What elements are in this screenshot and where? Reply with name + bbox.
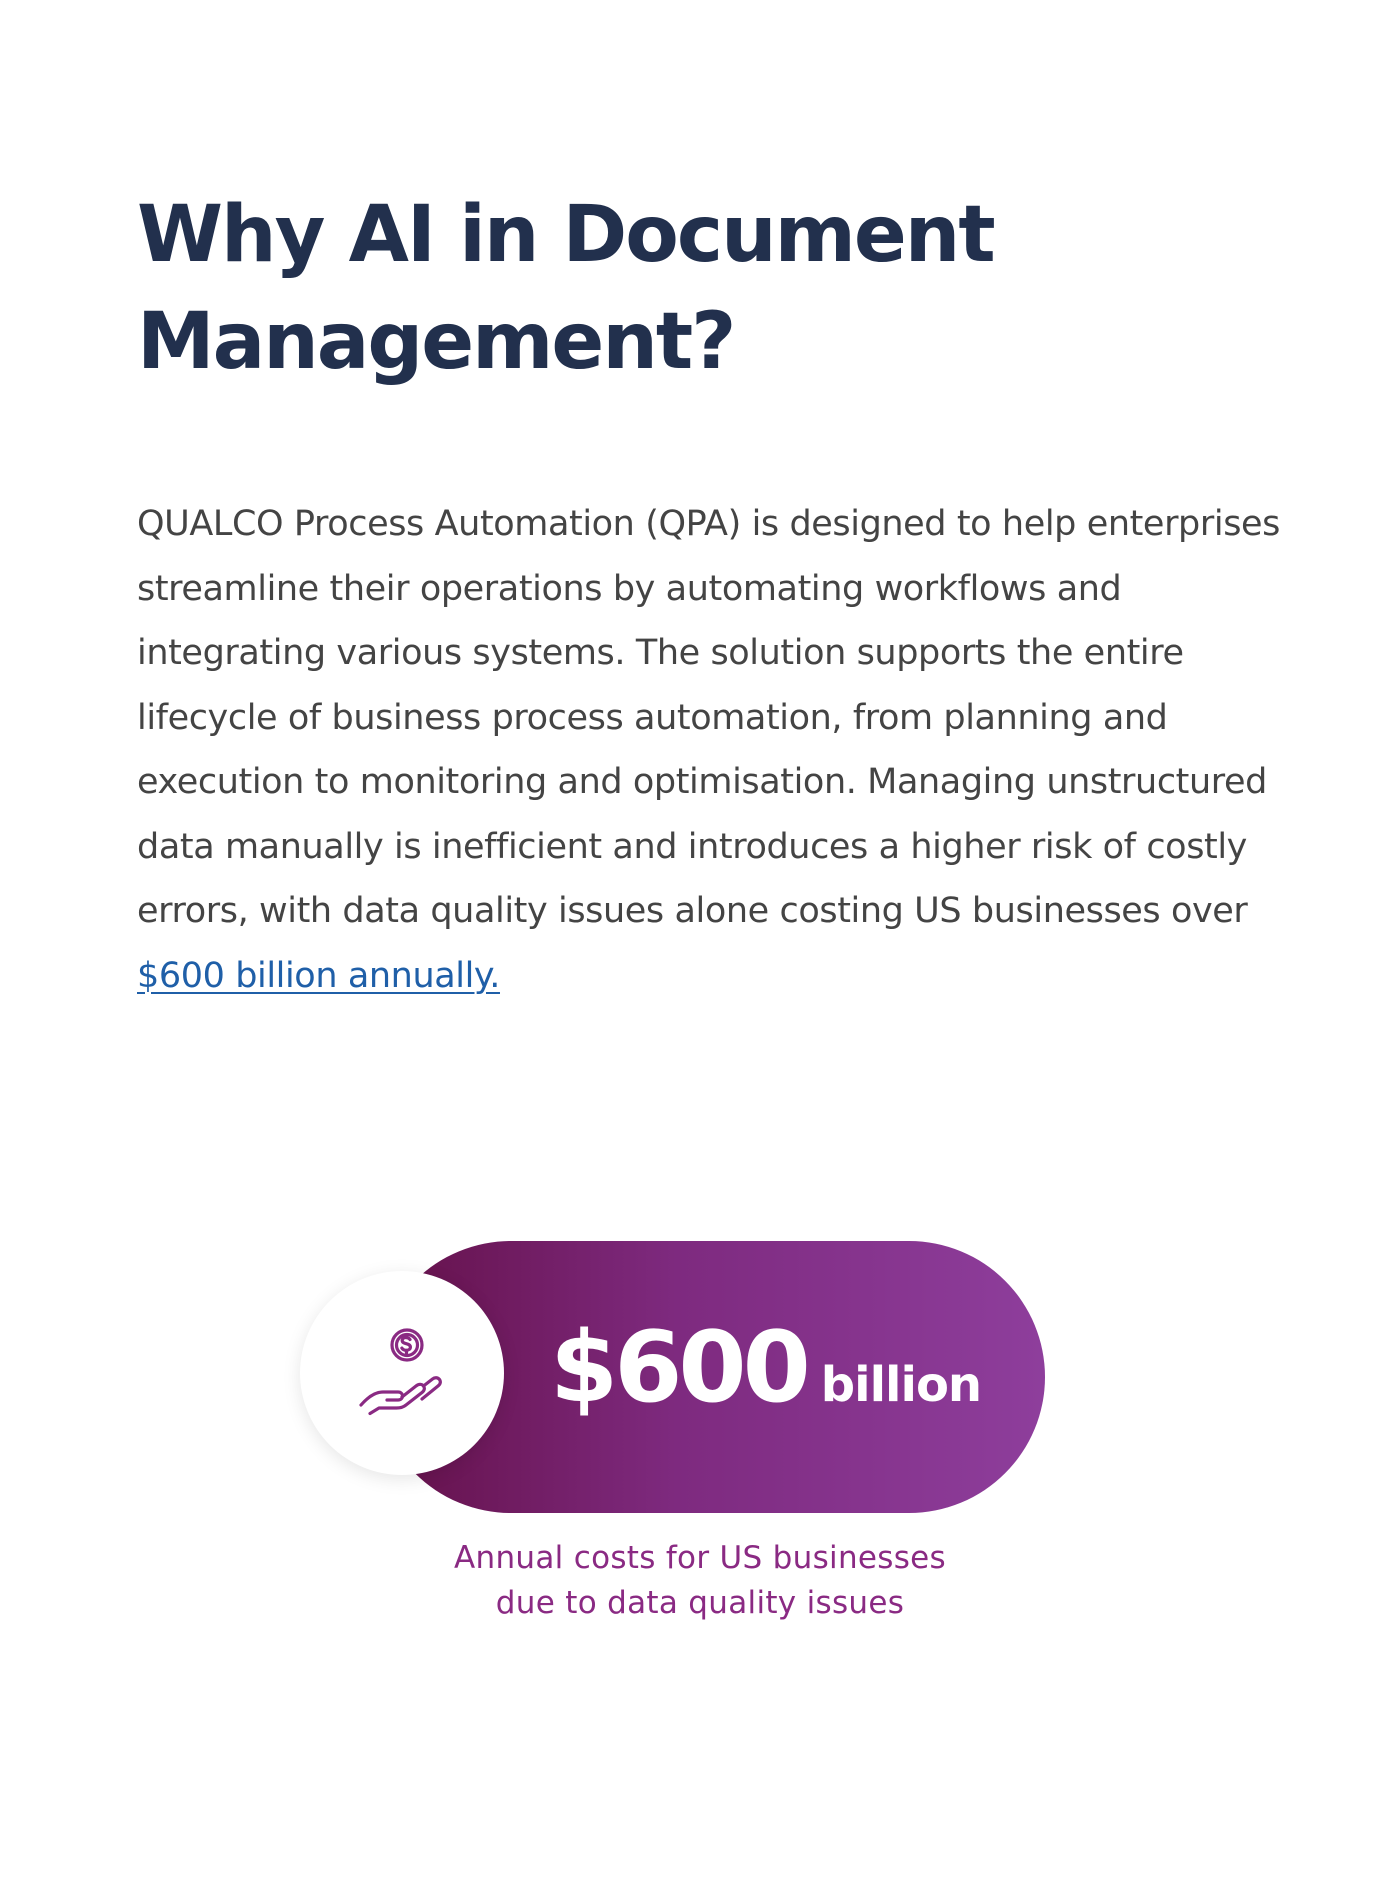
hand-holding-dollar-icon <box>354 1325 450 1421</box>
intro-paragraph <box>137 492 1287 1008</box>
stat-caption-line-2: due to data quality issues <box>495 1585 905 1621</box>
stat-value <box>550 1303 981 1433</box>
stat-number: $600 <box>550 1311 807 1425</box>
stat-caption-line-1: Annual costs for US businesses <box>454 1540 946 1576</box>
page-title <box>137 182 1267 396</box>
stat-unit: billion <box>820 1357 982 1413</box>
intro-text: QUALCO Process Automation (QPA) is designed to help enterprises streamline their operations by automating workflows and integrating various systems. The solution supports the entire lifecycle of business process automation, from planning and execution to monitoring and optimisation. Managing unstructured data manually is inefficient and introduces a higher risk of costly errors, with data quality issues alone costing US businesses over <box>137 504 1280 931</box>
source-link[interactable]: $600 billion annually. <box>137 955 500 996</box>
page-title-line-1: Why AI in Document <box>137 190 994 280</box>
stat-caption <box>300 1536 1100 1626</box>
stat-icon-badge <box>300 1271 504 1475</box>
page-title-line-2: Management? <box>137 297 735 387</box>
